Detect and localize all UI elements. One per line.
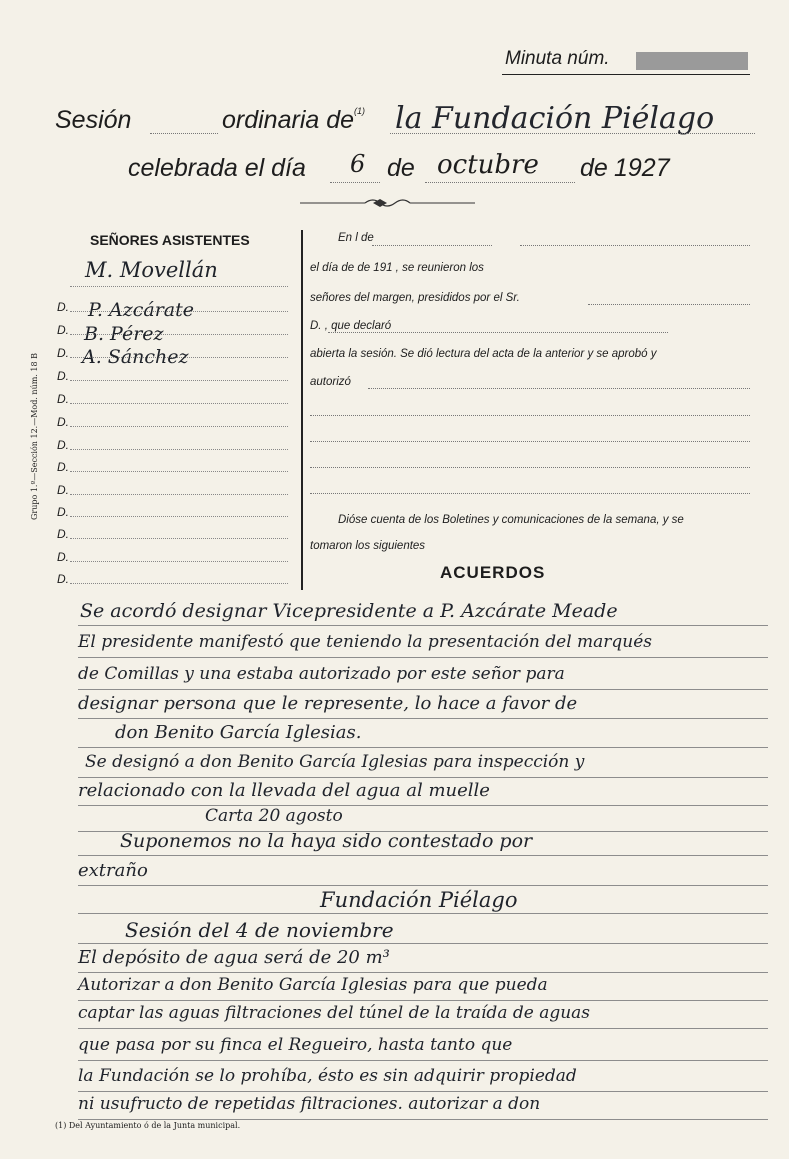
ruled-line xyxy=(78,855,768,856)
acuerdo-line: Sesión del 4 de noviembre xyxy=(125,918,394,942)
ruled-line xyxy=(78,913,768,914)
year-handwritten: 1927 xyxy=(614,154,670,182)
day-handwritten: 6 xyxy=(350,150,366,178)
attendee-prefix: D. xyxy=(57,415,69,429)
de-label: de xyxy=(387,154,415,182)
attendee-prefix: D. xyxy=(57,369,69,383)
column-divider xyxy=(301,230,303,590)
attendee-prefix: D. xyxy=(57,505,69,519)
acuerdo-line: captar las aguas filtraciones del túnel de la traída de aguas xyxy=(78,1003,591,1023)
dotted-line xyxy=(310,467,750,468)
attendee-prefix: D. xyxy=(57,323,69,337)
form-line: tomaron los siguientes xyxy=(310,540,426,552)
acuerdo-line: Fundación Piélago xyxy=(320,888,518,912)
ruled-line xyxy=(78,972,768,973)
ruled-line xyxy=(78,1000,768,1001)
sesion-label: Sesión xyxy=(55,106,132,134)
acuerdo-line: designar persona que le represente, lo hace a favor de xyxy=(78,693,578,714)
form-line: Dióse cuenta de los Boletines y comunicaciones de la semana, y se xyxy=(338,514,684,526)
attendee-prefix: D. xyxy=(57,572,69,586)
acuerdo-line: Se acordó designar Vicepresidente a P. Azcárate Meade xyxy=(80,600,618,622)
ruled-line xyxy=(78,625,768,626)
ruled-line xyxy=(78,718,768,719)
attendee-name: P. Azcárate xyxy=(88,299,195,321)
attendee-line xyxy=(70,494,288,495)
form-model-code: Grupo 1.º—Sección 12.—Mod. núm. 18 B xyxy=(30,352,39,520)
form-line: autorizó xyxy=(310,376,351,388)
asistentes-title: SEÑORES ASISTENTES xyxy=(90,232,250,248)
footnote-mark: (1) xyxy=(354,106,366,116)
acuerdo-line: de Comillas y una estaba autorizado por este señor para xyxy=(78,664,565,684)
dotted-line xyxy=(310,441,750,442)
de-label: de xyxy=(580,154,608,182)
footnote: (1) Del Ayuntamiento ó de la Junta municipal. xyxy=(55,1121,241,1130)
organization-handwritten: la Fundación Piélago xyxy=(395,101,715,136)
celebrada-label: celebrada el día xyxy=(128,154,306,182)
dotted-line xyxy=(328,332,668,333)
acuerdo-line: Se designó a don Benito García Iglesias para inspección y xyxy=(85,752,585,772)
attendee-line xyxy=(70,403,288,404)
form-line: el día de de 191 , se reunieron los xyxy=(310,262,484,274)
ruled-line xyxy=(78,1028,768,1029)
attendee-prefix: D. xyxy=(57,300,69,314)
minuta-number-redaction xyxy=(636,52,748,70)
ruled-line xyxy=(78,1091,768,1092)
attendee-name: M. Movellán xyxy=(85,258,218,282)
dotted-line xyxy=(372,245,492,246)
ruled-line xyxy=(78,1060,768,1061)
ruled-line xyxy=(78,747,768,748)
attendee-line xyxy=(70,286,288,287)
dotted-line xyxy=(390,133,755,134)
attendee-line xyxy=(70,380,288,381)
acuerdo-line: la Fundación se lo prohíba, ésto es sin adquirir propiedad xyxy=(78,1066,577,1086)
acuerdo-line: Autorizar a don Benito García Iglesias para que pueda xyxy=(78,975,548,995)
dotted-line xyxy=(520,245,750,246)
dotted-line xyxy=(425,182,575,183)
ruled-line xyxy=(78,1119,768,1120)
dotted-line xyxy=(368,388,750,389)
form-line: abierta la sesión. Se dió lectura del acta de la anterior y se aprobó y xyxy=(310,348,657,360)
attendee-prefix: D. xyxy=(57,438,69,452)
ruled-line xyxy=(78,943,768,944)
acuerdo-line: Suponemos no la haya sido contestado por xyxy=(120,830,533,852)
dotted-line xyxy=(588,304,750,305)
attendee-name: A. Sánchez xyxy=(82,346,189,368)
ruled-line xyxy=(78,805,768,806)
dotted-line xyxy=(150,133,218,134)
attendee-prefix: D. xyxy=(57,346,69,360)
attendee-line xyxy=(70,561,288,562)
acuerdos-title: ACUERDOS xyxy=(440,563,546,582)
attendee-prefix: D. xyxy=(57,392,69,406)
ruled-line xyxy=(78,885,768,886)
form-line: D. , que declaró xyxy=(310,320,392,332)
acuerdo-line: Carta 20 agosto xyxy=(205,806,343,826)
attendee-line xyxy=(70,449,288,450)
ruled-line xyxy=(78,777,768,778)
attendee-line xyxy=(70,583,288,584)
attendee-prefix: D. xyxy=(57,483,69,497)
acuerdo-line: que pasa por su finca el Regueiro, hasta tanto que xyxy=(78,1035,513,1055)
minuta-label: Minuta núm. xyxy=(505,48,610,69)
attendee-line xyxy=(70,471,288,472)
form-line: En l de xyxy=(338,232,374,244)
acuerdo-line: relacionado con la llevada del agua al muelle xyxy=(78,780,490,801)
minuta-underline xyxy=(502,74,750,75)
month-handwritten: octubre xyxy=(437,150,539,180)
acuerdo-line: ni usufructo de repetidas filtraciones. autorizar a don xyxy=(78,1094,541,1114)
dotted-line xyxy=(310,415,750,416)
acuerdo-line: El presidente manifestó que teniendo la presentación del marqués xyxy=(78,632,653,652)
form-line: señores del margen, presididos por el Sr. xyxy=(310,292,520,304)
attendee-prefix: D. xyxy=(57,527,69,541)
attendee-prefix: D. xyxy=(57,550,69,564)
ordinaria-label: ordinaria $de^{(1)}$ xyxy=(222,106,366,134)
acuerdo-line: extraño xyxy=(78,860,148,881)
attendee-line xyxy=(70,516,288,517)
acuerdo-line: don Benito García Iglesias. xyxy=(115,722,362,743)
ruled-line xyxy=(78,689,768,690)
dotted-line xyxy=(330,182,380,183)
dotted-line xyxy=(310,493,750,494)
attendee-prefix: D. xyxy=(57,460,69,474)
attendee-line xyxy=(70,426,288,427)
attendee-line xyxy=(70,538,288,539)
attendee-name: B. Pérez xyxy=(84,323,164,345)
ruled-line xyxy=(78,657,768,658)
acuerdo-line: El depósito de agua será de 20 m³ xyxy=(78,947,390,968)
ornament-divider xyxy=(300,198,475,208)
